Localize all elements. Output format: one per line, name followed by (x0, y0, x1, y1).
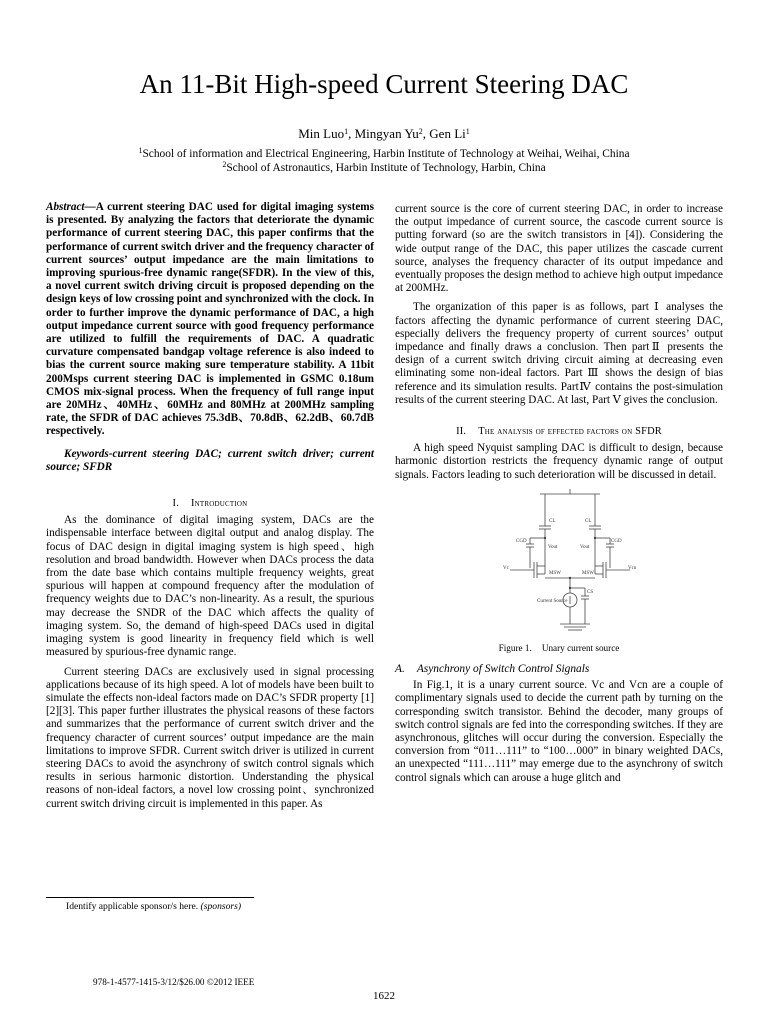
section-heading-introduction (46, 497, 374, 510)
affiliation-mark: 2 (222, 160, 227, 169)
page-number: 1622 (373, 990, 395, 1002)
label-msw-right: MSW (582, 570, 594, 576)
paper-title: An 11-Bit High-speed Current Steering DAC (139, 69, 629, 99)
author-name: Gen Li (429, 126, 466, 141)
figure-caption (395, 642, 723, 655)
author-separator: , (422, 126, 430, 141)
subsection-title: Asynchrony of Switch Control Signals (416, 663, 590, 676)
affiliation-text: School of Astronautics, Harbin Institute of Technology, Harbin, China (226, 162, 546, 174)
section-number: I. (172, 498, 180, 510)
figure-caption-text: Unary current source (541, 642, 620, 653)
footnote-rule (46, 897, 254, 898)
affiliation-2 (0, 161, 768, 175)
analysis-paragraph-1: A high speed Nyquist sampling DAC is difficult to design, because harmonic distortion restricts the frequency dynamic range of output signals. Factors leading to such deterioration will be discussed in detail. (395, 442, 723, 481)
footnote (66, 901, 241, 913)
footnote-sponsors: (sponsors) (200, 901, 242, 912)
label-vout-left: Vout (548, 544, 558, 550)
abstract-dash: — (84, 201, 96, 213)
author-name: Min Luo (298, 126, 345, 141)
intro-organization-paragraph: The organization of this paper is as follows, part Ⅰ analyses the factors affecting the dynamic performance of current steering DAC, especially delivers the frequency property of current sources’ output impedance and finally draws a conclusion. Then partⅡ presents the design of a current switch driving circuit aiming at decreasing even eliminating some non-ideal factors. Part Ⅲ shows the design of bias reference and its simulation results. PartⅣ contains the post-simulation results of the current steering DAC. At last, Part Ⅴ gives the conclusion. (395, 301, 723, 406)
author-affiliation-mark: 1 (344, 127, 349, 136)
label-vcn: Vcn (628, 565, 637, 571)
abstract (46, 201, 374, 439)
affiliation-mark: 1 (138, 146, 143, 155)
label-current-source: Current Source (537, 598, 568, 604)
subsection-number: A. (395, 663, 405, 676)
author-separator: , (348, 126, 355, 141)
section-number: II. (456, 426, 467, 438)
right-column (395, 203, 723, 785)
intro-paragraph-2: Current steering DACs are exclusively used in signal processing applications because of its high speed. A lot of models have been built to simulate the effects non-ideal factors made on DAC’s SFDR property [1][2][3]. This paper further illustrates the physical reasons of these factors and summarizes that the performance of current switch driver and the frequency character of current sources’ output impedance are the main limitations to improve SFDR. Current switch driver is utilized in current steering DACs to avoid the asynchrony of switch control signals which results in serious harmonic distortion. Understanding the physical reasons of non-ideal factors, a novel low crossing point、synchronized current switch driving circuit is implemented in this paper. As (46, 665, 374, 810)
author-name: Mingyan Yu (354, 126, 419, 141)
figure-label: Figure 1. (498, 642, 532, 653)
keywords: Keywords-current steering DAC; current switch driver; current source; SFDR (46, 447, 374, 473)
footnote-text: Identify applicable sponsor/s here. (66, 901, 201, 912)
section-heading-analysis (395, 425, 723, 438)
abstract-lead: Abstract (46, 201, 85, 213)
label-vout-right: Vout (580, 544, 590, 550)
author-affiliation-mark: 2 (418, 127, 423, 136)
affiliation-1 (0, 147, 768, 161)
label-cl-right: CL (585, 518, 592, 524)
intro-paragraph-1: As the dominance of digital imaging system, DACs are the indispensable interface between digital output and analog display. The focus of DAC design in digital imaging system is high speed、high resolution and broad bandwidth. However when DACs process the data from the date base which contains multiple frequency weights, great spurious will happen at compound frequency after the modulation of frequency weights due to DAC’s non-linearity. As a result, the spurious may decrease the SNDR of the DAC which affects the quality of imaging system. So, the demand of high-speed DACs used in digital imaging system is good linearity in frequency field which is well measured by spurious-free dynamic range. (46, 514, 374, 659)
label-cgd-right: CGD (611, 538, 622, 544)
copyright-line: 978-1-4577-1415-3/12/$26.00 ©2012 IEEE (93, 977, 255, 987)
affiliation-text: School of information and Electrical Engineering, Harbin Institute of Technology at Weihai, Weihai, China (142, 148, 630, 160)
label-vc: Vc (503, 565, 509, 571)
label-cgd-left: CGD (516, 538, 527, 544)
abstract-text: A current steering DAC used for digital imaging systems is presented. By analyzing the factors that deteriorate the dynamic performance of current steering DAC, this paper confirms that the performance of current switch driver and the frequency character of current sources’ output impedance are the main limitations to improving spurious-free dynamic range(SFDR). In the view of this, a novel current switch driving circuit is proposed depending on the design keys of low crossing point and synchronized with the clock. In order to further improve the dynamic performance of DAC, a high output impedance current source with good frequency performance are utilized to fulfill the requirements of DAC. A quadratic curvature compensated bandgap voltage reference is also indeed to bias the current source making sure temperature stability. A 11bit 200Msps current steering DAC is implemented in GSMC 0.18um CMOS mix-signal process. When the frequency of full range input are 20MHz、40MHz、60MHz and 80MHz at 200MHz sampling rate, the SFDR of DAC achieves 75.3dB、70.8dB、62.2dB、60.7dB respectively. (46, 201, 374, 438)
figure-1-circuit (395, 488, 723, 638)
section-title: Introduction (191, 498, 248, 510)
subsection-heading-asynchrony (395, 663, 723, 676)
label-msw-left: MSW (549, 570, 561, 576)
author-affiliation-mark: 1 (465, 127, 470, 136)
unary-current-source-schematic (490, 488, 640, 636)
label-cl-left: CL (549, 518, 556, 524)
label-cs: CS (587, 589, 594, 595)
asynchrony-paragraph-1: In Fig.1, it is a unary current source. Vc and Vcn are a couple of complimentary signals used to decide the current path by turning on the corresponding switch transistor. Behind the decoder, many groups of switch control signals are fed into the corresponding switches. If they are asynchronous, glitches will occur during the conversion. Especially the conversion from “011…111” to “100…000” in binary weighted DACs, an unexpected “111…111” may emerge due to the asynchrony of switch control signals which can arouse a huge glitch and (395, 679, 723, 784)
left-column (46, 201, 374, 811)
author-list (0, 126, 768, 142)
section-title: The analysis of effected factors on SFDR (478, 426, 662, 438)
intro-continuation-paragraph: current source is the core of current steering DAC, in order to increase the output impedance of current source, the cascode current source is putting forward (so are the switch transistors in [4]). Considering the wide output range of the DAC, this paper utilizes the cascade current source, analyses the frequency character of its output impedance and eventually proposes the design method to achieve high output impedance at 200MHz. (395, 203, 723, 295)
